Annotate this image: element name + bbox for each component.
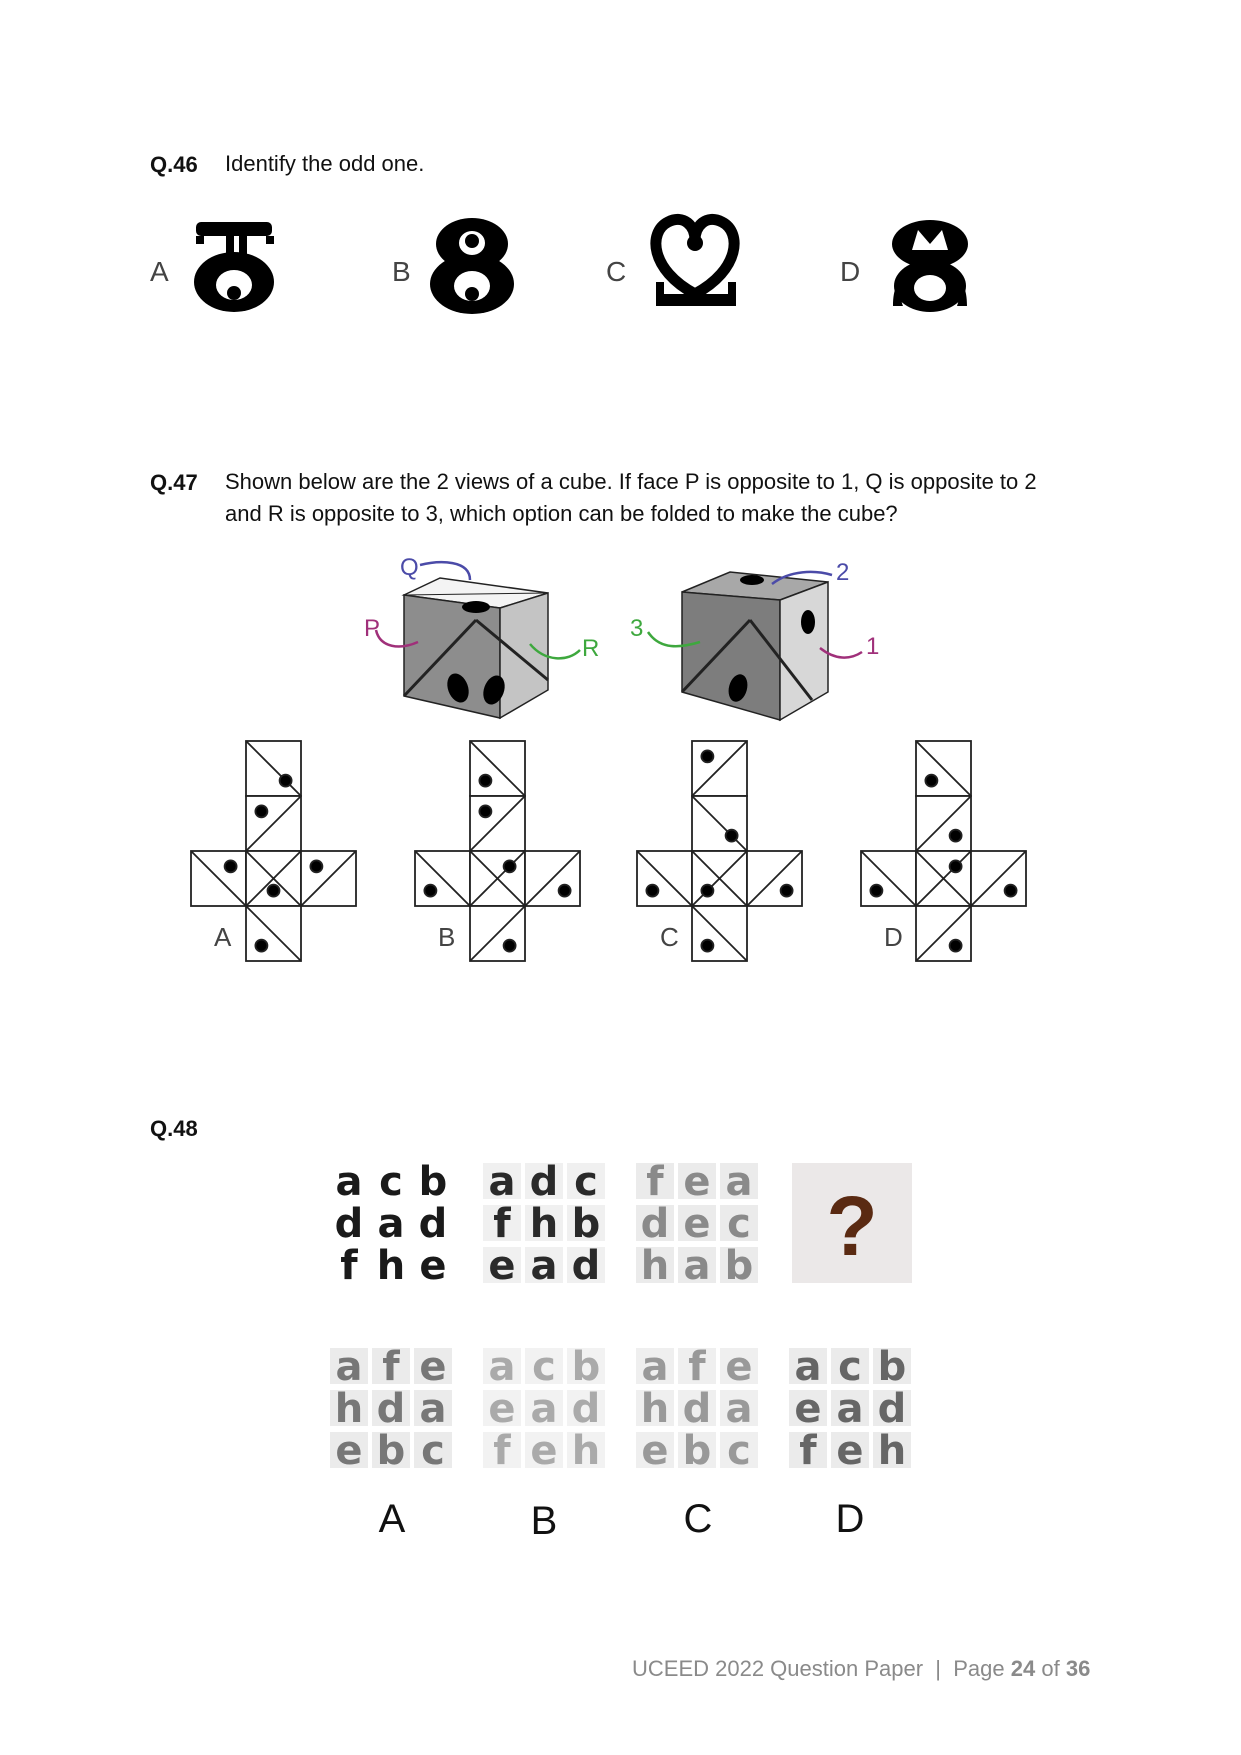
question-text-46: Identify the odd one.: [225, 151, 425, 176]
q48-tile-glyph: c: [574, 1159, 598, 1205]
q48-question-mark: ?: [826, 1179, 878, 1273]
q48-tile-glyph: d: [334, 1201, 364, 1247]
q48-tile-glyph: a: [335, 1344, 363, 1390]
cube-label-q: Q: [400, 554, 419, 581]
question-number-46: Q.46: [150, 152, 198, 177]
q48-tile-glyph: d: [376, 1386, 406, 1432]
q48-tile-glyph: b: [724, 1243, 754, 1289]
q46-option-a-label: A: [150, 256, 169, 287]
q48-tile-glyph: h: [334, 1386, 364, 1432]
q48-tile-glyph: a: [683, 1243, 711, 1289]
q48-tile-glyph: f: [382, 1344, 400, 1390]
q48-tile-glyph: b: [682, 1428, 712, 1474]
q48-tile-glyph: a: [488, 1344, 516, 1390]
q48-tile-glyph: b: [571, 1344, 601, 1390]
q48-tile-glyph: e: [683, 1159, 711, 1205]
q48-tile-glyph: a: [836, 1386, 864, 1432]
q47-option-c-label: C: [660, 922, 679, 952]
q48-tile-glyph: a: [794, 1344, 822, 1390]
q48-option-d-label: D: [835, 1497, 865, 1541]
question-number-48: Q.48: [150, 1116, 198, 1141]
q48-tile-glyph: a: [641, 1344, 669, 1390]
q48-tile-glyph: a: [377, 1201, 405, 1247]
question-text-47-line2: and R is opposite to 3, which option can be folded to make the cube?: [225, 501, 898, 526]
footer-of-word: of: [1041, 1656, 1060, 1681]
q46-option-b-label: B: [392, 256, 411, 287]
q48-tile-glyph: d: [571, 1386, 601, 1432]
q48-tile-glyph: a: [419, 1386, 447, 1432]
q48-tile-glyph: a: [530, 1243, 558, 1289]
cube-label-2: 2: [836, 559, 850, 586]
q48-tile-glyph: a: [335, 1159, 363, 1205]
q48-tile-glyph: a: [488, 1159, 516, 1205]
q48-tile-glyph: a: [725, 1159, 753, 1205]
q48-tile-glyph: e: [488, 1243, 516, 1289]
q48-tile-glyph: e: [419, 1243, 447, 1289]
q47-option-b-label: B: [438, 922, 456, 952]
q48-tile-glyph: e: [641, 1428, 669, 1474]
q48-tile-glyph: e: [836, 1428, 864, 1474]
footer-title: UCEED 2022 Question Paper: [632, 1656, 924, 1681]
q48-tile-glyph: e: [794, 1386, 822, 1432]
question-number-47: Q.47: [150, 470, 198, 495]
q48-tile-glyph: c: [727, 1201, 751, 1247]
q48-tile-glyph: h: [640, 1386, 670, 1432]
q48-tile-glyph: d: [529, 1159, 559, 1205]
q48-tile-glyph: b: [418, 1159, 448, 1205]
q48-tile-glyph: b: [877, 1344, 907, 1390]
cube-label-1: 1: [866, 633, 880, 660]
q48-tile-glyph: c: [838, 1344, 862, 1390]
q47-option-d-label: D: [884, 922, 903, 952]
q48-tile-glyph: e: [683, 1201, 711, 1247]
q48-tile-glyph: e: [488, 1386, 516, 1432]
q48-tile-glyph: f: [799, 1428, 817, 1474]
q48-tile-glyph: d: [682, 1386, 712, 1432]
q48-tile-glyph: h: [529, 1201, 559, 1247]
q48-tile-glyph: c: [727, 1428, 751, 1474]
q48-tile-glyph: a: [530, 1386, 558, 1432]
cube-label-r: R: [582, 635, 600, 662]
q48-tile-glyph: h: [877, 1428, 907, 1474]
question-text-47-line1: Shown below are the 2 views of a cube. If face P is opposite to 1, Q is opposite to 2: [225, 469, 1037, 494]
q48-tile-glyph: b: [571, 1201, 601, 1247]
q47-option-a-label: A: [214, 922, 232, 952]
q48-tile-glyph: h: [640, 1243, 670, 1289]
q48-tile-glyph: d: [418, 1201, 448, 1247]
q48-tile-glyph: c: [421, 1428, 445, 1474]
q48-tile-glyph: e: [530, 1428, 558, 1474]
q48-tile-glyph: b: [376, 1428, 406, 1474]
q48-tile-glyph: e: [725, 1344, 753, 1390]
q48-option-c-label: C: [683, 1497, 713, 1541]
q48-tile-glyph: f: [340, 1243, 358, 1289]
footer-separator: |: [935, 1656, 942, 1681]
q48-tile-glyph: d: [571, 1243, 601, 1289]
page-footer: [632, 1656, 1090, 1682]
cube-label-p: P: [364, 615, 381, 642]
q48-tile-glyph: d: [640, 1201, 670, 1247]
q48-option-a-label: A: [378, 1497, 406, 1541]
q48-tile-glyph: c: [379, 1159, 403, 1205]
q48-tile-glyph: f: [493, 1428, 511, 1474]
q48-tile-glyph: f: [493, 1201, 511, 1247]
q48-tile-glyph: c: [532, 1344, 556, 1390]
q48-tile-glyph: d: [877, 1386, 907, 1432]
q48-tile-glyph: f: [688, 1344, 706, 1390]
q48-tile-glyph: h: [376, 1243, 406, 1289]
q48-tile-glyph: f: [646, 1159, 664, 1205]
footer-page-total: 36: [1065, 1656, 1091, 1681]
cube-label-3: 3: [630, 615, 644, 642]
q48-tile-glyph: e: [335, 1428, 363, 1474]
q46-option-d-label: D: [840, 256, 861, 287]
q46-option-c-label: C: [606, 256, 627, 287]
q48-tile-glyph: h: [571, 1428, 601, 1474]
footer-page-number: 24: [1010, 1656, 1036, 1681]
q48-option-b-label: B: [530, 1499, 558, 1543]
q48-tile-glyph: a: [725, 1386, 753, 1432]
q48-tile-glyph: e: [419, 1344, 447, 1390]
footer-page-word: Page: [953, 1656, 1005, 1681]
